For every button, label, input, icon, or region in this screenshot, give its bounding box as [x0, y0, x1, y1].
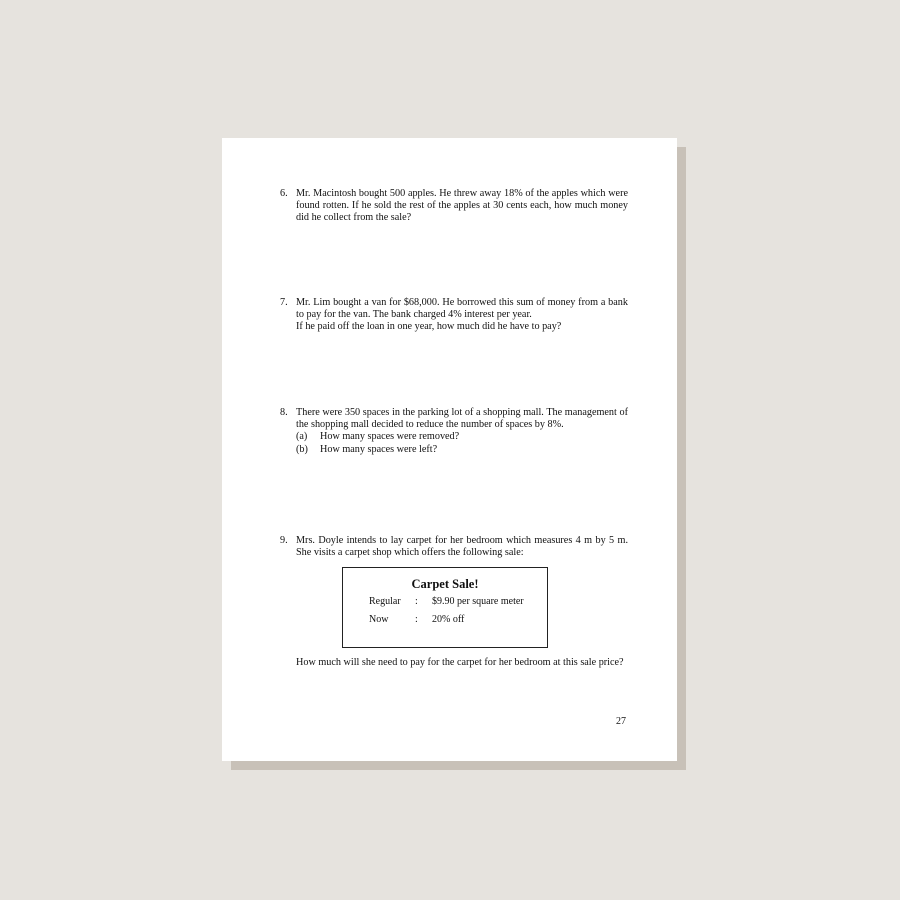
sub-question-text: How many spaces were left?: [320, 443, 438, 455]
sub-question-b: [296, 444, 628, 456]
question-text: There were 350 spaces in the parking lot of a shopping mall. The management of the shopping mall decided to reduce the number of spaces by 8%.: [296, 407, 628, 431]
sale-row-separator: :: [415, 596, 418, 607]
sub-question-text: How many spaces were removed?: [320, 431, 460, 443]
sale-row-separator: :: [415, 614, 418, 625]
question-text-continued: If he paid off the loan in one year, how much did he have to pay?: [296, 321, 562, 333]
sale-row-value: 20% off: [432, 614, 465, 625]
sub-question-label: (a): [296, 431, 308, 443]
sale-row-label: Now: [369, 614, 389, 625]
sale-row-label: Regular: [369, 596, 401, 607]
worksheet-page: [222, 138, 677, 761]
question-8: [280, 407, 628, 456]
page-number: 27: [616, 716, 626, 727]
question-number: 7.: [280, 297, 288, 308]
question-text: Mrs. Doyle intends to lay carpet for her bedroom which measures 4 m by 5 m. She visits a carpet shop which offers the following sale:: [296, 535, 628, 559]
question-text: How much will she need to pay for the carpet for her bedroom at this sale price?: [296, 657, 624, 668]
question-9-followup: [280, 657, 628, 669]
question-number: 8.: [280, 407, 288, 418]
question-9: [280, 535, 628, 559]
question-7: [280, 297, 628, 334]
sub-question-a: [296, 431, 628, 443]
carpet-sale-box: [342, 567, 548, 648]
question-number: 6.: [280, 188, 288, 199]
question-6: [280, 188, 628, 225]
question-text: Mr. Macintosh bought 500 apples. He threw away 18% of the apples which were found rotten. If he sold the rest of the apples at 30 cents each, how much money did he collect from the sale?: [296, 188, 628, 224]
question-text: Mr. Lim bought a van for $68,000. He borrowed this sum of money from a bank to pay for the van. The bank charged 4% interest per year.: [296, 297, 628, 321]
question-number: 9.: [280, 535, 288, 546]
sub-question-label: (b): [296, 443, 308, 455]
sale-title: Carpet Sale!: [411, 577, 479, 591]
sale-row-value: $9.90 per square meter: [432, 596, 524, 607]
